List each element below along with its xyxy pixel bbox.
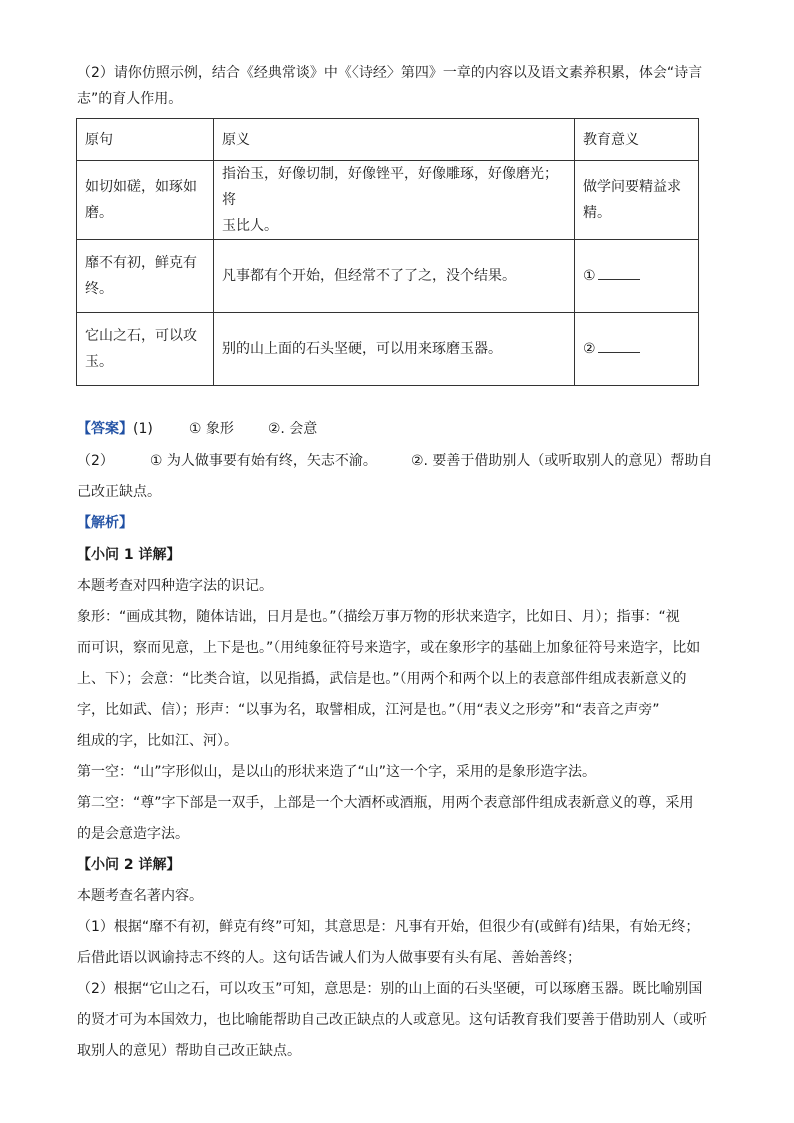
answer-item: ②. 会意 [267, 421, 318, 437]
table-row [77, 313, 699, 386]
cell-text: 如切如磋，如琢如 [85, 179, 197, 195]
cell-text: 磨。 [85, 205, 113, 221]
analysis-paragraph: 的是会意造字法。 [77, 826, 189, 842]
analysis-paragraph: （1）根据“靡不有初，鲜克有终”可知，其意思是：凡事有开始，但很少有(或鲜有)结果，有始无终； [77, 919, 700, 935]
table-cell [77, 240, 214, 313]
cell-text: 精。 [583, 205, 611, 221]
cell-text: 它山之石，可以攻 [85, 328, 197, 344]
table-cell [575, 161, 699, 240]
answer-item: ① 为人做事要有始有终，矢志不渝。 [149, 453, 377, 469]
analysis-paragraph: （2）根据“它山之石，可以攻玉”可知，意思是：别的山上面的石头坚硬，可以琢磨玉器。既比喻别国 [77, 981, 703, 997]
subquestion-2-heading: 【小问 2 详解】 [77, 857, 181, 873]
answer-num: （2） [77, 453, 114, 469]
analysis-paragraph: 取别人的意见）帮助自己改正缺点。 [77, 1043, 301, 1059]
answer-item: ① 象形 [188, 421, 234, 437]
analysis-paragraph: 的贤才可为本国效力，也比喻能帮助自己改正缺点的人或意见。这句话教育我们要善于借助别人（或听 [77, 1012, 707, 1028]
answer-num: (1) [133, 421, 153, 437]
analysis-paragraph: 组成的字，比如江、河）。 [77, 733, 238, 749]
answer-marker: ① [583, 268, 596, 284]
table-header-cell: 原义 [214, 119, 575, 161]
table-row [77, 161, 699, 240]
poetry-table [76, 118, 699, 386]
table-cell [77, 313, 214, 386]
table-row [77, 240, 699, 313]
table-cell [575, 240, 699, 313]
answer-line-1 [77, 419, 727, 439]
analysis-paragraph: 字，比如武、信）；形声：“以事为名，取譬相成，江河是也。”（用“表义之形旁”和“表音之声旁” [77, 702, 660, 718]
table-cell [77, 161, 214, 240]
table-cell: 凡事都有个开始，但经常不了了之，没个结果。 [214, 240, 575, 313]
table-header-cell: 教育意义 [575, 119, 699, 161]
analysis-paragraph: 本题考查对四种造字法的识记。 [77, 578, 273, 594]
cell-text: 做学问要精益求 [583, 179, 681, 195]
analysis-paragraph: 本题考查名著内容。 [77, 888, 203, 904]
cell-text: 终。 [85, 281, 113, 297]
analysis-paragraph: 上、下）；会意：“比类合谊，以见指撝，武信是也。”（用两个和两个以上的表意部件组成表新意义的 [77, 671, 687, 687]
question-line-2: 志”的育人作用。 [77, 91, 183, 107]
analysis-paragraph: 后借此语以讽谕持志不终的人。这句话告诫人们为人做事要有头有尾、善始善终； [77, 950, 581, 966]
cell-text: 玉比人。 [222, 218, 278, 234]
answer-label: 【答案】 [77, 421, 133, 437]
answer-blank [598, 263, 640, 280]
analysis-paragraph: 象形：“画成其物，随体诘诎，日月是也。”（描绘万事万物的形状来造字，比如日、月）；指事：“视 [77, 609, 680, 625]
question-line-1: （2）请你仿照示例，结合《经典常谈》中《〈诗经〉第四》一章的内容以及语文素养积累，体会“诗言 [77, 65, 703, 81]
analysis-paragraph: 第二空：“尊”字下部是一双手，上部是一个大酒杯或酒瓶，用两个表意部件组成表新意义的尊，采用 [77, 795, 694, 811]
answer-blank [598, 336, 640, 353]
table-header-row [77, 119, 699, 161]
subquestion-1-heading: 【小问 1 详解】 [77, 547, 181, 563]
answer-line-2 [77, 451, 727, 471]
cell-text: 靡不有初，鲜克有 [85, 255, 197, 271]
table-header-cell: 原句 [77, 119, 214, 161]
table-cell [214, 161, 575, 240]
cell-text: 指治玉，好像切制，好像锉平，好像雕琢，好像磨光；将 [222, 166, 558, 208]
analysis-paragraph: 第一空：“山”字形似山，是以山的形状来造了“山”这一个字，采用的是象形造字法。 [77, 764, 597, 780]
answer-line-3: 己改正缺点。 [77, 484, 161, 500]
table-cell: 别的山上面的石头坚硬，可以用来琢磨玉器。 [214, 313, 575, 386]
table-cell [575, 313, 699, 386]
cell-text: 玉。 [85, 354, 113, 370]
answer-marker: ② [583, 341, 596, 357]
analysis-label: 【解析】 [77, 515, 133, 531]
answer-item: ②. 要善于借助别人（或听取别人的意见）帮助自 [410, 453, 713, 469]
analysis-paragraph: 而可识，察而见意，上下是也。”（用纯象征符号来造字，或在象形字的基础上加象征符号来造字，比如 [77, 640, 701, 656]
